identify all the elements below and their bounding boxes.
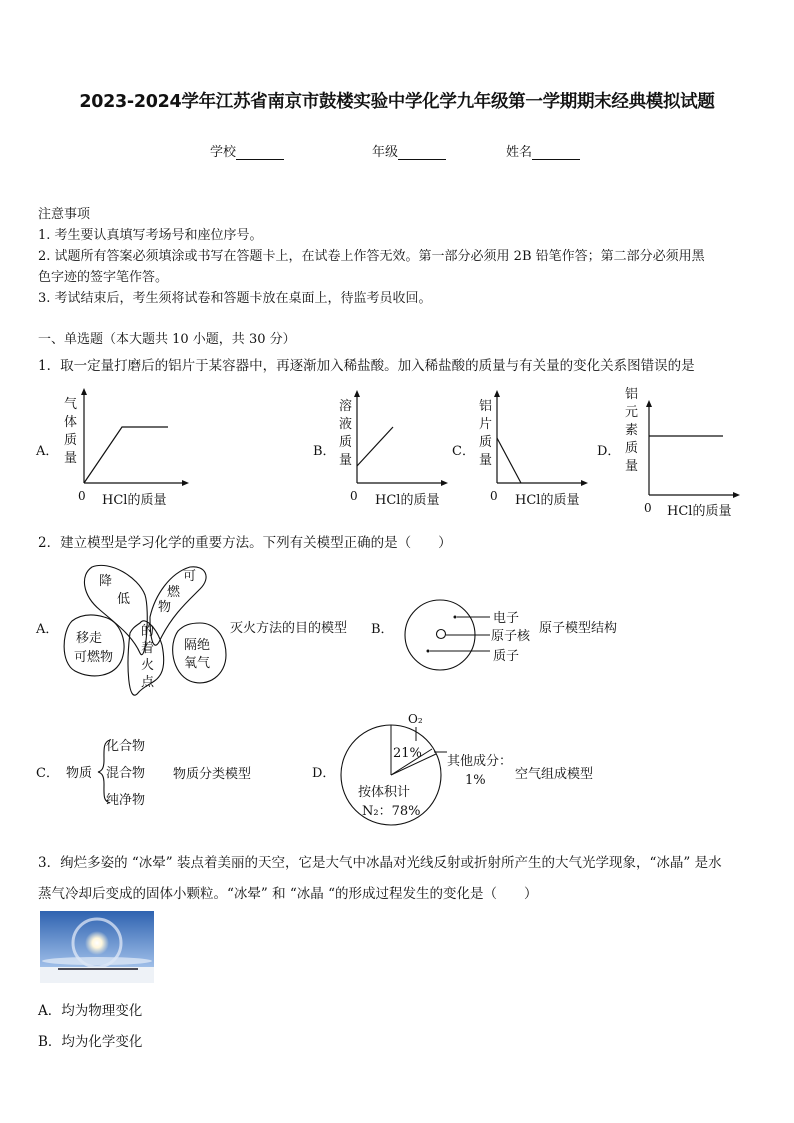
- graph-c-y-arrow: [494, 390, 500, 397]
- blob-right-text: 隔绝: [184, 638, 211, 653]
- electron-label: 电子: [493, 611, 520, 626]
- graph-d-origin: 0: [644, 501, 652, 515]
- option-b-letter[interactable]: B．: [313, 444, 336, 459]
- graph-a[interactable]: [64, 388, 189, 508]
- other-percent: 1%: [465, 773, 486, 788]
- name-label: 姓名: [506, 145, 533, 160]
- petal-left-char: 降: [99, 574, 113, 589]
- option-b-caption: 原子模型结构: [539, 621, 618, 636]
- blob-left-text: 可燃物: [74, 650, 114, 665]
- graph-a-xlabel: HCl的质量: [102, 493, 167, 508]
- note-item: 色字迹的签字笔作答。: [38, 270, 169, 285]
- classification-root: 物质: [66, 766, 93, 781]
- fire-model-diagram[interactable]: [64, 565, 226, 695]
- air-composition-pie[interactable]: [341, 712, 512, 825]
- o2-percent: 21%: [393, 746, 422, 761]
- option-a[interactable]: A．均为物理变化: [38, 1003, 143, 1019]
- graph-b-xlabel: HCl的质量: [375, 493, 440, 508]
- stem-char: 着: [141, 641, 155, 656]
- graph-c-xlabel: HCl的质量: [515, 493, 580, 508]
- notes-heading: 注意事项: [38, 207, 91, 222]
- stem-char: 火: [141, 658, 155, 673]
- graph-a-curve: [84, 427, 168, 483]
- graph-a-ylabel: 体: [64, 415, 78, 430]
- option-a-letter[interactable]: A．: [36, 622, 59, 637]
- graph-c-ylabel: 片: [479, 417, 493, 432]
- classification-diagram[interactable]: [66, 738, 145, 808]
- graph-b[interactable]: [339, 390, 448, 508]
- question-3-stem-line1: 3．绚烂多姿的 “冰晕” 装点着美丽的天空，它是大气中冰晶对光线反射或折射所产生的大气光学现象，“冰晶” 是水: [38, 855, 722, 871]
- petal-right-char: 燃: [167, 585, 181, 600]
- option-c-letter[interactable]: C．: [452, 444, 475, 459]
- petal-right-char: 物: [158, 600, 172, 615]
- option-a-caption: 灭火方法的目的模型: [230, 621, 348, 636]
- graph-c[interactable]: [479, 390, 588, 508]
- option-c-letter[interactable]: C．: [36, 766, 59, 781]
- branch-compound: 化合物: [106, 739, 146, 754]
- graph-c-ylabel: 铝: [479, 399, 493, 414]
- graph-b-origin: 0: [350, 489, 358, 503]
- graph-d-xlabel: HCl的质量: [667, 504, 732, 519]
- atom-proton: [427, 650, 430, 653]
- graph-d-x-arrow: [733, 492, 740, 498]
- graph-a-ylabel: 量: [64, 451, 78, 466]
- school-field[interactable]: [210, 141, 284, 160]
- nucleus-label: 原子核: [491, 629, 531, 644]
- question-2-models: [0, 555, 794, 845]
- graph-b-x-arrow: [441, 480, 448, 486]
- stem-char: 的: [141, 624, 155, 639]
- graph-c-ylabel: 量: [479, 453, 493, 468]
- option-b[interactable]: B．均为化学变化: [38, 1034, 143, 1050]
- atom-model-diagram[interactable]: [405, 600, 531, 670]
- school-blank[interactable]: [236, 145, 284, 160]
- note-item: 2. 试题所有答案必须填涂或书写在答题卡上，在试卷上作答无效。第一部分必须用 2B 铅笔作答；第二部分必须用黑: [38, 249, 705, 264]
- graph-a-x-arrow: [182, 480, 189, 486]
- graph-c-origin: 0: [490, 489, 498, 503]
- proton-label: 质子: [493, 649, 520, 664]
- name-field[interactable]: [506, 141, 580, 160]
- note-item: 3. 考试结束后，考生须将试卷和答题卡放在桌面上，待监考员收回。: [38, 291, 432, 306]
- name-blank[interactable]: [532, 145, 580, 160]
- option-d-letter[interactable]: D．: [312, 766, 336, 781]
- n2-label: N₂：78%: [362, 804, 421, 819]
- graph-c-ylabel: 质: [479, 435, 493, 450]
- graph-d-ylabel: 量: [625, 459, 639, 474]
- graph-b-curve: [357, 427, 393, 466]
- graph-d-ylabel: 铝: [625, 387, 639, 402]
- grade-blank[interactable]: [398, 145, 446, 160]
- graph-b-ylabel: 液: [339, 417, 353, 432]
- graph-b-y-arrow: [354, 390, 360, 397]
- grade-label: 年级: [372, 145, 399, 160]
- graph-c-x-arrow: [581, 480, 588, 486]
- branch-mixture: 混合物: [106, 766, 146, 781]
- option-d-letter[interactable]: D．: [597, 444, 621, 459]
- volume-label: 按体积计: [358, 785, 411, 800]
- graph-b-ylabel: 质: [339, 435, 353, 450]
- option-d-caption: 空气组成模型: [515, 767, 594, 782]
- branch-pure: 纯净物: [106, 793, 146, 808]
- option-a-letter[interactable]: A．: [36, 444, 59, 459]
- other-label: 其他成分：: [447, 754, 513, 769]
- blob-right-text: 氧气: [184, 656, 211, 671]
- option-b-letter[interactable]: B．: [371, 622, 394, 637]
- graph-a-ylabel: 质: [64, 433, 78, 448]
- graph-d[interactable]: [625, 387, 740, 519]
- blob-left-text: 移走: [76, 631, 103, 646]
- petal-right-char: 可: [183, 569, 197, 584]
- graph-d-ylabel: 质: [625, 441, 639, 456]
- graph-d-y-arrow: [646, 400, 652, 407]
- ice-halo-photo: [40, 911, 154, 983]
- graph-a-origin: 0: [78, 489, 86, 503]
- question-1-graphs: [0, 380, 794, 525]
- graph-a-y-arrow: [81, 388, 87, 395]
- ice-halo-image: [40, 911, 154, 983]
- atom-electron: [454, 616, 457, 619]
- question-3-stem-line2: 蒸气冷却后变成的固体小颗粒。“冰晕” 和 “冰晶 “的形成过程发生的变化是（ ）: [38, 886, 538, 902]
- atom-nucleus: [437, 630, 446, 639]
- question-2-stem: 2．建立模型是学习化学的重要方法。下列有关模型正确的是（ ）: [38, 535, 452, 551]
- option-c-caption: 物质分类模型: [173, 767, 252, 782]
- question-1-stem: 1．取一定量打磨后的铝片于某容器中，再逐渐加入稀盐酸。加入稀盐酸的质量与有关量的变化关系图错误的是: [38, 358, 695, 374]
- graph-a-ylabel: 气: [64, 397, 78, 412]
- graph-b-ylabel: 溶: [339, 399, 353, 414]
- graph-d-ylabel: 元: [625, 405, 639, 420]
- graph-c-curve: [497, 438, 521, 483]
- school-label: 学校: [210, 145, 237, 160]
- o2-label: O₂: [408, 712, 423, 726]
- grade-field[interactable]: [372, 141, 446, 160]
- graph-d-ylabel: 素: [625, 423, 639, 438]
- page-title: 2023-2024学年江苏省南京市鼓楼实验中学化学九年级第一学期期末经典模拟试题: [79, 92, 715, 112]
- petal-left-char: 低: [117, 592, 131, 607]
- graph-b-ylabel: 量: [339, 453, 353, 468]
- note-item: 1. 考生要认真填写考场号和座位序号。: [38, 228, 263, 243]
- stem-char: 点: [141, 675, 155, 690]
- section-heading: 一、单选题（本大题共 10 小题，共 30 分）: [38, 332, 296, 347]
